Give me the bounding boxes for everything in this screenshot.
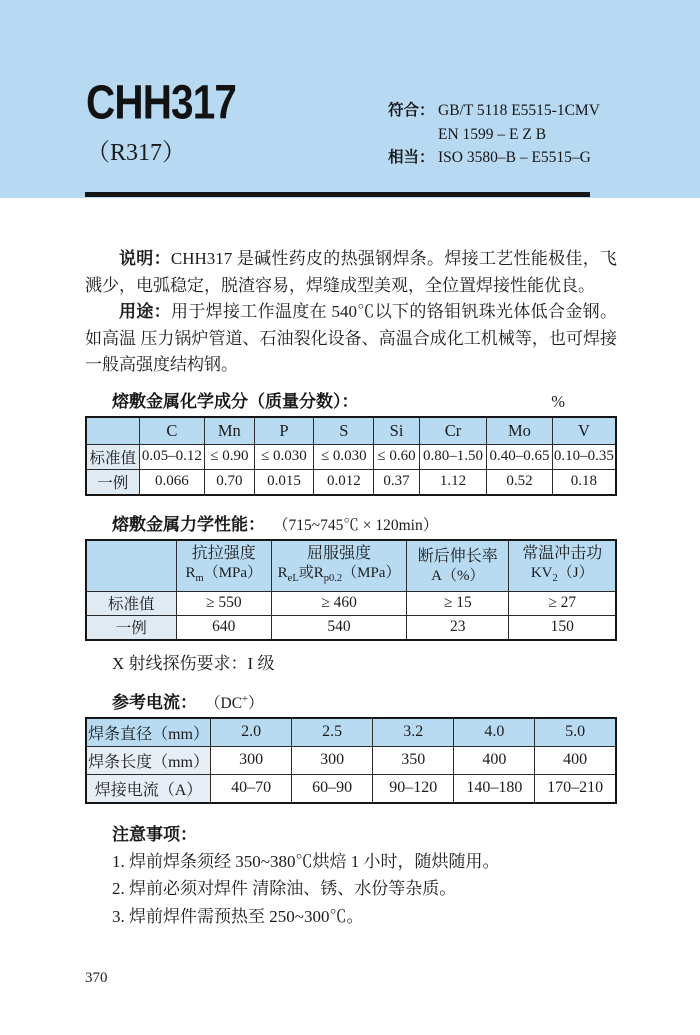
symbol-subscript: 2 <box>552 572 558 584</box>
conform-label: 符合： <box>388 102 435 119</box>
mech-col-header <box>271 540 406 592</box>
symbol: KV <box>530 564 553 581</box>
condition-text: ） <box>247 694 264 712</box>
row-label: 焊接电流（A） <box>86 774 211 803</box>
notes-title: 注意事项： <box>112 824 197 844</box>
chem-col-header: P <box>254 417 314 445</box>
table-cell: 0.05–0.12 <box>139 444 205 469</box>
mech-corner-cell <box>86 540 176 592</box>
length-row <box>86 746 616 774</box>
col-name: 屈服强度 <box>307 544 372 562</box>
current-table-condition <box>205 691 263 713</box>
conform-standard-1: GB/T 5118 E5515-1CMV <box>438 102 600 119</box>
chem-table-unit: % <box>551 391 565 411</box>
mech-table-title: 熔敷金属力学性能： <box>112 514 265 534</box>
chem-col-header: S <box>314 417 374 445</box>
symbol: R <box>277 564 288 581</box>
chem-section-heading <box>112 387 617 412</box>
col-name: 常温冲击功 <box>522 544 603 562</box>
table-cell: 350 <box>373 746 454 774</box>
table-cell: 1.12 <box>419 469 486 495</box>
usage-text: 用于焊接工作温度在 540℃以下的铬钼钒珠光体低合金钢。如高温 压力锅炉管道、石油裂化设备、高温合成化工机械等，也可焊接一般高强度结构钢。 <box>85 302 618 374</box>
chem-col-header: Cr <box>419 417 486 445</box>
equivalent-row <box>388 146 600 170</box>
note-item: 3. 焊前焊件需预热至 250~300℃。 <box>112 906 364 926</box>
symbol-unit: （MPa） <box>342 564 401 581</box>
table-cell: 540 <box>271 615 406 640</box>
usage-label: 用途： <box>119 302 171 321</box>
chem-col-header: Mo <box>487 417 553 445</box>
col-symbol <box>177 564 271 588</box>
row-label: 标准值 <box>86 444 139 469</box>
chem-col-header: C <box>139 417 205 445</box>
table-cell: ≤ 0.030 <box>314 444 374 469</box>
symbol: 或R <box>298 564 324 581</box>
conform-standard-2: EN 1599 – E Z B <box>438 125 547 143</box>
mech-table-condition: （715~745℃ × 120min） <box>273 516 439 534</box>
description-paragraph <box>85 246 617 299</box>
col-name: 抗拉强度 <box>191 544 256 562</box>
table-cell: 0.012 <box>314 469 374 495</box>
current-section-heading <box>112 688 617 713</box>
table-cell: 300 <box>292 746 373 774</box>
xray-requirement: X 射线探伤要求：I 级 <box>112 653 275 673</box>
table-cell: 4.0 <box>454 718 535 747</box>
current-table-title: 参考电流： <box>112 692 197 712</box>
mech-col-header <box>176 540 271 592</box>
table-cell: 0.80–1.50 <box>419 444 486 469</box>
chem-col-header: Mn <box>205 417 254 445</box>
mech-example-row <box>86 615 616 640</box>
table-cell: 0.066 <box>139 469 205 495</box>
mech-header-row <box>86 540 616 592</box>
current-row <box>86 774 616 803</box>
table-cell: 2.5 <box>292 718 373 747</box>
table-cell: 140–180 <box>454 774 535 803</box>
table-cell: 0.10–0.35 <box>552 444 616 469</box>
table-cell: ≤ 0.60 <box>374 444 420 469</box>
notes-section <box>112 820 617 931</box>
col-name: 断后伸长率 <box>417 547 498 565</box>
symbol-unit: （%） <box>441 567 485 584</box>
mech-col-header <box>407 540 509 592</box>
conform-row-2 <box>438 123 600 147</box>
description-label: 说明： <box>119 249 171 268</box>
table-cell: 0.18 <box>552 469 616 495</box>
page-content <box>0 246 617 930</box>
table-cell: 150 <box>509 615 616 640</box>
page-number: 370 <box>85 970 108 986</box>
chem-corner-cell <box>86 417 139 445</box>
table-cell: ≥ 15 <box>407 591 509 615</box>
chem-col-header: V <box>552 417 616 445</box>
table-cell: ≥ 460 <box>271 591 406 615</box>
col-symbol <box>407 567 508 585</box>
symbol-subscript: eL <box>287 572 299 584</box>
header-divider <box>85 192 590 197</box>
table-cell: 60–90 <box>292 774 373 803</box>
product-model: CHH317 <box>86 75 236 130</box>
table-cell: ≥ 27 <box>509 591 616 615</box>
standards-block <box>388 99 600 170</box>
row-label: 标准值 <box>86 591 176 615</box>
product-alias: （R317） <box>86 140 187 166</box>
table-cell: 0.40–0.65 <box>487 444 553 469</box>
row-label: 焊条直径（mm） <box>86 718 211 747</box>
usage-paragraph <box>85 299 617 379</box>
conform-row <box>388 99 600 123</box>
symbol: R <box>185 564 196 581</box>
description-text: CHH317 是碱性药皮的热强钢焊条。焊接工艺性能极佳，飞溅少，电弧稳定，脱渣容易，焊缝成型美观，全位置焊接性能优良。 <box>85 249 617 295</box>
mech-standard-row <box>86 591 616 615</box>
table-cell: 5.0 <box>535 718 616 747</box>
chem-col-header: Si <box>374 417 420 445</box>
equivalent-label: 相当： <box>388 149 435 166</box>
symbol-unit: （MPa） <box>203 564 263 581</box>
table-cell: 400 <box>535 746 616 774</box>
mechanical-properties-table <box>85 539 617 641</box>
symbol-unit: （J） <box>557 564 594 581</box>
table-cell: 400 <box>454 746 535 774</box>
header-band <box>0 0 700 198</box>
row-label: 一例 <box>86 469 139 495</box>
table-cell: 300 <box>211 746 292 774</box>
table-cell: 40–70 <box>211 774 292 803</box>
chemical-composition-table <box>85 416 617 496</box>
chem-standard-row <box>86 444 616 469</box>
mech-section-heading <box>112 510 617 535</box>
table-cell: 170–210 <box>535 774 616 803</box>
table-cell: ≤ 0.90 <box>205 444 254 469</box>
table-cell: 640 <box>176 615 271 640</box>
condition-text: （DC <box>205 694 243 712</box>
table-cell: 23 <box>407 615 509 640</box>
row-label: 焊条长度（mm） <box>86 746 211 774</box>
table-cell: ≥ 550 <box>176 591 271 615</box>
table-cell: 0.52 <box>487 469 553 495</box>
symbol-subscript: m <box>195 572 204 584</box>
table-cell: 3.2 <box>373 718 454 747</box>
table-cell: ≤ 0.030 <box>254 444 314 469</box>
symbol: A <box>431 567 442 584</box>
equivalent-standard: ISO 3580–B – E5515–G <box>438 149 591 166</box>
table-cell: 0.015 <box>254 469 314 495</box>
chem-table-title: 熔敷金属化学成分（质量分数）： <box>112 391 359 411</box>
symbol-subscript: p0.2 <box>323 572 343 584</box>
diameter-row <box>86 718 616 747</box>
condition-superscript: + <box>242 693 248 705</box>
note-item: 1. 焊前焊条须经 350~380℃烘焙 1 小时，随烘随用。 <box>112 851 500 871</box>
col-symbol <box>509 564 615 588</box>
chem-example-row <box>86 469 616 495</box>
col-symbol <box>272 564 406 588</box>
table-cell: 0.70 <box>205 469 254 495</box>
chem-header-row <box>86 417 616 445</box>
reference-current-table <box>85 717 617 804</box>
note-item: 2. 焊前必须对焊件 清除油、锈、水份等杂质。 <box>112 879 457 898</box>
table-cell: 90–120 <box>373 774 454 803</box>
table-cell: 2.0 <box>211 718 292 747</box>
table-cell: 0.37 <box>374 469 420 495</box>
mech-col-header <box>509 540 616 592</box>
row-label: 一例 <box>86 615 176 640</box>
